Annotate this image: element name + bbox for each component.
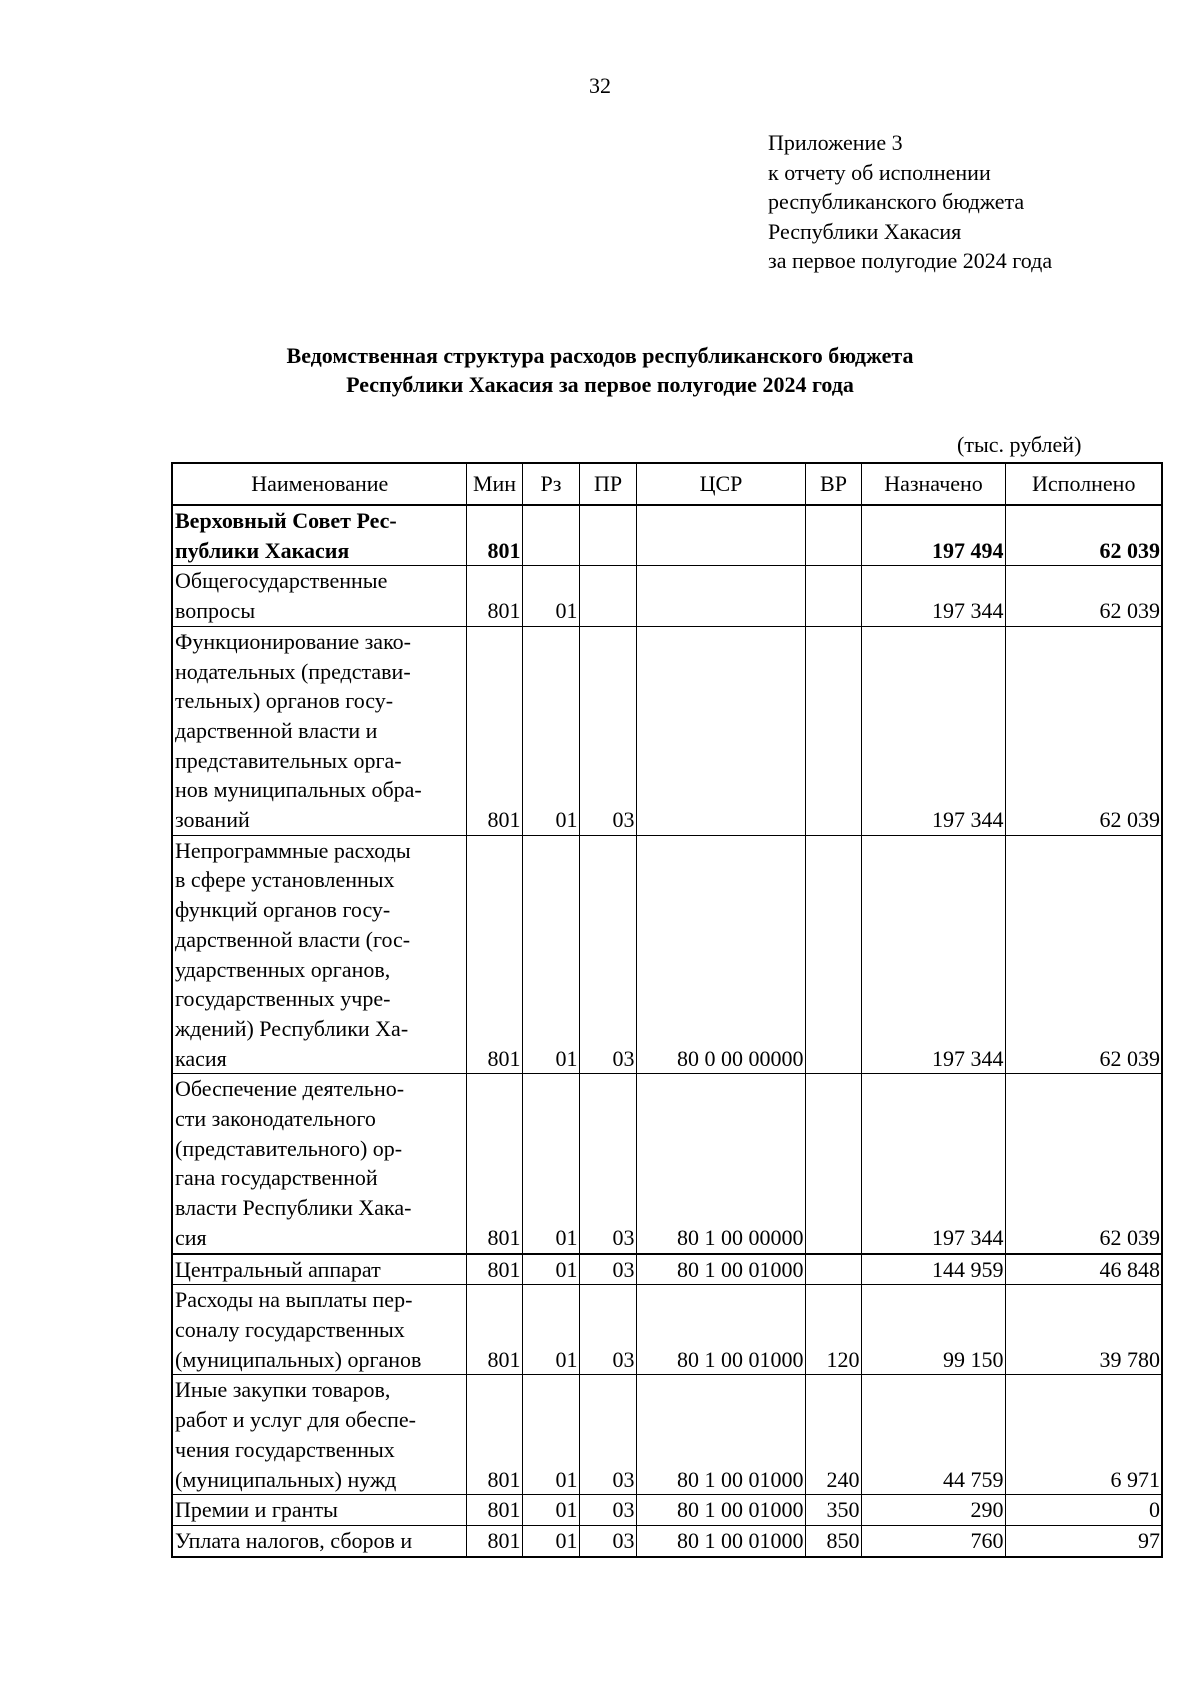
cell-csr [636,566,805,626]
cell-rz: 01 [522,1254,579,1285]
cell-name-line: Функционирование зако- [175,628,411,654]
header-min: Мин [466,463,522,505]
header-csr: ЦСР [636,463,805,505]
cell-rz: 01 [522,1375,579,1495]
cell-min: 801 [466,1285,522,1375]
cell-vr [805,566,861,626]
cell-csr [636,505,805,566]
table-row [172,626,1162,835]
cell-name-line: Уплата налогов, сборов и [175,1527,413,1553]
cell-min: 801 [466,1525,522,1556]
cell-pr: 03 [579,1074,636,1254]
cell-pr: 03 [579,626,636,835]
cell-assigned: 197 344 [861,566,1005,626]
cell-csr: 80 1 00 01000 [636,1254,805,1285]
cell-name-line: Иные закупки товаров, [175,1377,391,1403]
cell-rz: 01 [522,566,579,626]
table-row [172,835,1162,1074]
cell-executed: 62 039 [1005,1074,1162,1254]
cell-name-line: касия [175,1045,227,1071]
cell-vr [805,1254,861,1285]
cell-name [172,505,466,566]
table-row [172,505,1162,566]
table-row [172,1525,1162,1556]
cell-pr: 03 [579,1254,636,1285]
cell-name [172,1495,466,1526]
cell-assigned: 197 344 [861,1074,1005,1254]
cell-min: 801 [466,1495,522,1526]
header-pr: ПР [579,463,636,505]
cell-name-line: гана государственной [175,1165,378,1191]
cell-min: 801 [466,835,522,1074]
cell-vr: 120 [805,1285,861,1375]
cell-name-line: дарственной власти и [175,717,378,743]
appendix-line: республиканского бюджета [768,189,1025,214]
cell-assigned: 290 [861,1495,1005,1526]
cell-executed: 39 780 [1005,1285,1162,1375]
cell-csr: 80 1 00 01000 [636,1285,805,1375]
cell-vr [805,1074,861,1254]
cell-assigned: 197 344 [861,626,1005,835]
table-row [172,1375,1162,1495]
cell-name-line: соналу государственных [175,1316,405,1342]
cell-rz: 01 [522,1525,579,1556]
header-name: Наименование [172,463,466,505]
cell-name [172,835,466,1074]
cell-pr [579,566,636,626]
cell-name-line: Непрограммные расходы [175,837,411,863]
cell-vr [805,835,861,1074]
cell-name [172,1375,466,1495]
cell-pr: 03 [579,1375,636,1495]
cell-name-line: нов муниципальных обра- [175,777,422,803]
cell-min: 801 [466,1074,522,1254]
document-title [0,341,1200,399]
header-assigned: Назначено [861,463,1005,505]
cell-executed: 62 039 [1005,626,1162,835]
cell-assigned: 44 759 [861,1375,1005,1495]
cell-csr: 80 0 00 00000 [636,835,805,1074]
cell-name-line: сия [175,1224,207,1250]
appendix-note [768,128,1052,276]
cell-assigned: 197 494 [861,505,1005,566]
cell-min: 801 [466,1254,522,1285]
table-row [172,1285,1162,1375]
cell-name-line: ждений) Республики Ха- [175,1015,409,1041]
cell-assigned: 99 150 [861,1285,1005,1375]
cell-vr [805,505,861,566]
cell-csr: 80 1 00 01000 [636,1375,805,1495]
cell-rz: 01 [522,1495,579,1526]
cell-name-line: зований [175,807,250,833]
cell-name-line: в сфере установленных [175,867,395,893]
cell-name-line: Премии и гранты [175,1497,338,1523]
cell-name-line: Обеспечение деятельно- [175,1076,405,1102]
cell-name [172,1525,466,1556]
cell-rz [522,505,579,566]
cell-name-line: работ и услуг для обеспе- [175,1407,416,1433]
cell-rz: 01 [522,835,579,1074]
table-header-row [172,463,1162,505]
cell-assigned: 144 959 [861,1254,1005,1285]
cell-csr: 80 1 00 01000 [636,1495,805,1526]
cell-name-line: тельных) органов госу- [175,688,394,714]
cell-executed: 62 039 [1005,566,1162,626]
header-executed: Исполнено [1005,463,1162,505]
cell-csr: 80 1 00 00000 [636,1074,805,1254]
cell-vr: 850 [805,1525,861,1556]
cell-pr: 03 [579,1285,636,1375]
cell-pr: 03 [579,1495,636,1526]
cell-name-line: ударственных органов, [175,956,391,982]
appendix-line: Республики Хакасия [768,218,962,244]
table-body [172,505,1162,1557]
cell-name-line: дарственной власти (гос- [175,926,411,952]
cell-name [172,1254,466,1285]
cell-name-line: Общегосударственные [175,568,388,594]
cell-name [172,566,466,626]
cell-name-line: функций органов госу- [175,897,391,923]
cell-name [172,626,466,835]
cell-name-line: (муниципальных) нужд [175,1466,397,1492]
header-rz: Рз [522,463,579,505]
cell-executed: 0 [1005,1495,1162,1526]
cell-pr [579,505,636,566]
cell-rz: 01 [522,1074,579,1254]
cell-name-line: (муниципальных) органов [175,1346,422,1372]
cell-name-line: публики Хакасия [175,537,350,563]
cell-min: 801 [466,505,522,566]
cell-vr [805,626,861,835]
cell-executed: 97 [1005,1525,1162,1556]
cell-pr: 03 [579,835,636,1074]
cell-assigned: 760 [861,1525,1005,1556]
cell-min: 801 [466,566,522,626]
table-row [172,566,1162,626]
cell-executed: 62 039 [1005,505,1162,566]
cell-executed: 62 039 [1005,835,1162,1074]
cell-name-line: власти Республики Хака- [175,1195,412,1221]
cell-name-line: вопросы [175,598,256,624]
appendix-line: к отчету об исполнении [768,159,991,185]
cell-csr [636,626,805,835]
cell-name-line: чения государственных [175,1436,395,1462]
cell-name-line: сти законодательного [175,1106,376,1132]
budget-table [171,462,1163,1558]
table-row [172,1495,1162,1526]
cell-name-line: Расходы на выплаты пер- [175,1287,413,1313]
page-number: 32 [589,73,611,98]
title-line-2: Республики Хакасия за первое полугодие 2024 года [346,372,854,397]
cell-rz: 01 [522,1285,579,1375]
appendix-line: Приложение 3 [768,130,903,155]
cell-csr: 80 1 00 01000 [636,1525,805,1556]
cell-min: 801 [466,1375,522,1495]
header-vr: ВР [805,463,861,505]
table-row [172,1254,1162,1285]
cell-vr: 240 [805,1375,861,1495]
cell-rz: 01 [522,626,579,835]
cell-executed: 46 848 [1005,1254,1162,1285]
units-label: (тыс. рублей) [957,432,1082,457]
cell-name [172,1285,466,1375]
cell-name-line: Центральный аппарат [175,1256,381,1282]
cell-name-line: нодательных (представи- [175,658,411,684]
cell-name-line: Верховный Совет Рес- [175,508,397,533]
appendix-line: за первое полугодие 2024 года [768,248,1053,273]
cell-pr: 03 [579,1525,636,1556]
cell-min: 801 [466,626,522,835]
cell-executed: 6 971 [1005,1375,1162,1495]
cell-vr: 350 [805,1495,861,1526]
cell-name-line: государственных учре- [175,986,391,1012]
cell-name-line: (представительного) ор- [175,1135,403,1161]
table-row [172,1074,1162,1254]
cell-assigned: 197 344 [861,835,1005,1074]
title-line-1: Ведомственная структура расходов республиканского бюджета [286,343,914,368]
cell-name-line: представительных орга- [175,747,402,773]
cell-name [172,1074,466,1254]
